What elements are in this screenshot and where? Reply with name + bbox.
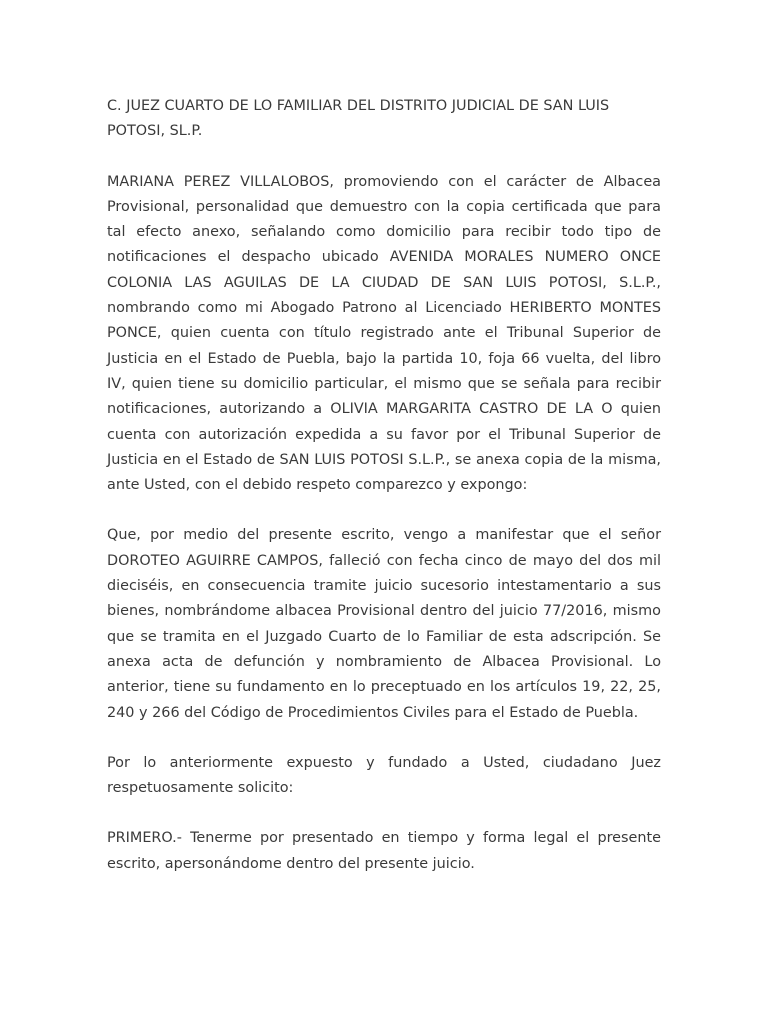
- document-heading: C. JUEZ CUARTO DE LO FAMILIAR DEL DISTRITO JUDICIAL DE SAN LUIS POTOSI, SL.P.: [107, 98, 610, 140]
- paragraph-promovente: MARIANA PEREZ VILLALOBOS, promoviendo con el carácter de Albacea Provisional, personalidad que demuestro con la copia certificada que para tal efecto anexo, señalando como domicilio para recibir todo tipo de notificaciones el despacho ubicado AVENIDA MORALES NUMERO ONCE COLONIA LAS AGUILAS DE LA CIUDAD DE SAN LUIS POTOSI, S.L.P., nombrando como mi Abogado Patrono al Licenciado HERIBERTO MONTES PONCE, quien cuenta con título registrado ante el Tribunal Superior de Justicia en el Estado de Puebla, bajo la partida 10, foja 66 vuelta, del libro IV, quien tiene su domicilio particular, el mismo que se señala para recibir notificaciones, autorizando a OLIVIA MARGARITA CASTRO DE LA O quien cuenta con autorización expedida a su favor por el Tribunal Superior de Justicia en el Estado de SAN LUIS POTOSI S.L.P., se anexa copia de la misma, ante Usted, con el debido respeto comparezco y expongo:: [107, 173, 661, 494]
- document-page: [107, 94, 661, 902]
- paragraph-primero: PRIMERO.- Tenerme por presentado en tiempo y forma legal el presente escrito, apersonándome dentro del presente juicio.: [107, 830, 661, 872]
- paragraph-manifestacion: Que, por medio del presente escrito, vengo a manifestar que el señor DOROTEO AGUIRRE CAMPOS, falleció con fecha cinco de mayo del dos mil dieciséis, en consecuencia tramite juicio sucesorio intestamentario a sus bienes, nombrándome albacea Provisional dentro del juicio 77/2016, mismo que se tramita en el Juzgado Cuarto de lo Familiar de esta adscripción. Se anexa acta de defunción y nombramiento de Albacea Provisional. Lo anterior, tiene su fundamento en lo preceptuado en los artículos 19, 22, 25, 240 y 266 del Código de Procedimientos Civiles para el Estado de Puebla.: [107, 527, 661, 721]
- paragraph-solicitud: Por lo anteriormente expuesto y fundado a Usted, ciudadano Juez respetuosamente solicito:: [107, 754, 661, 797]
